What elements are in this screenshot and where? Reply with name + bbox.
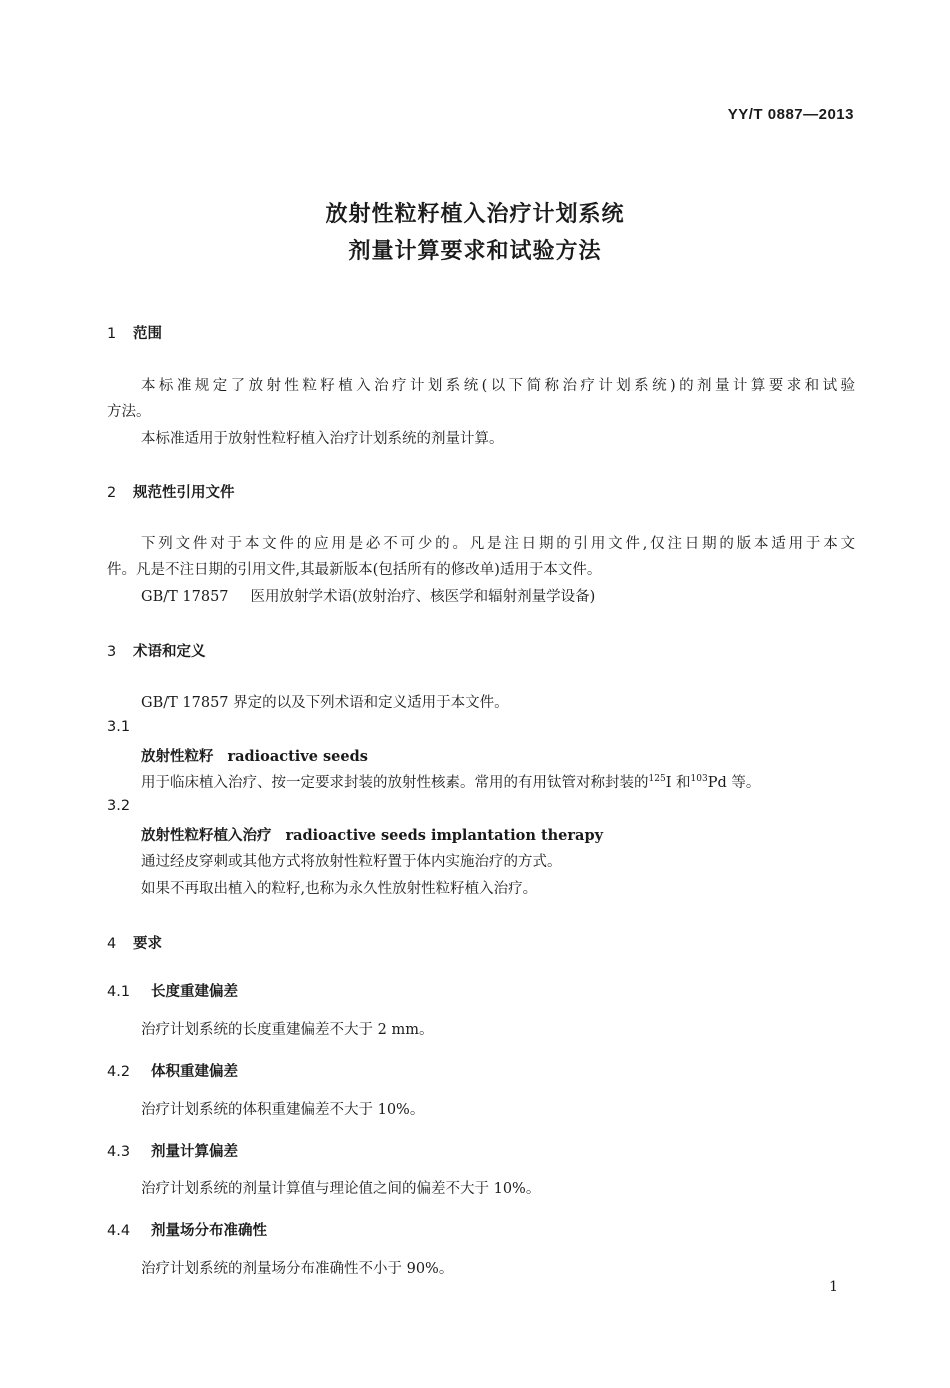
term-3-2-note: 如果不再取出植入的粒籽,也称为永久性放射性粒籽植入治疗。 [141,881,538,897]
subsection-4-4-text: 治疗计划系统的剂量场分布准确性不小于 90%。 [141,1261,454,1277]
term-3-2-number: 3.2 [107,798,131,814]
section-1-para2: 本标准适用于放射性粒籽植入治疗计划系统的剂量计算。 [141,431,504,447]
section-number: 2 [107,485,117,501]
term-3-1-number: 3.1 [107,719,131,735]
subsection-4-1-text: 治疗计划系统的长度重建偏差不大于 2 mm。 [141,1022,434,1038]
section-title: 要求 [133,936,162,952]
subsection-4-2-text: 治疗计划系统的体积重建偏差不大于 10%。 [141,1102,425,1118]
subsection-title: 剂量计算偏差 [151,1144,238,1160]
term-3-1-definition [141,771,760,792]
term-3-2 [141,824,603,845]
page-number: 1 [829,1279,838,1295]
subsection-number: 4.1 [107,984,131,1000]
term-en: radioactive seeds [227,748,368,765]
section-4-heading [107,932,162,953]
section-title: 术语和定义 [133,644,206,660]
subsection-number: 4.2 [107,1064,131,1080]
subsection-title: 剂量场分布准确性 [151,1223,267,1239]
term-zh: 放射性粒籽 [141,748,214,765]
section-2-para1-line1: 下列文件对于本文件的应用是必不可少的。凡是注日期的引用文件,仅注日期的版本适用于本文 [141,536,855,552]
definition-text: 用于临床植入治疗、按一定要求封装的放射性核素。常用的有用钛管对称封装的 [141,775,649,791]
reference-title: 医用放射学术语(放射治疗、核医学和辐射剂量学设备) [250,589,596,605]
subsection-title: 体积重建偏差 [151,1064,238,1080]
term-3-1 [141,745,368,766]
section-number: 3 [107,644,117,660]
isotope-mass-125: 125 [648,774,666,785]
subsection-title: 长度重建偏差 [151,984,238,1000]
reference-code: GB/T 17857 [141,589,229,605]
section-2-para1-line2: 件。凡是不注日期的引用文件,其最新版本(包括所有的修改单)适用于本文件。 [107,562,602,578]
section-3-intro: GB/T 17857 界定的以及下列术语和定义适用于本文件。 [141,695,509,711]
section-title: 范围 [133,326,162,342]
isotope-palladium: Pd 等。 [707,775,761,791]
subsection-4-4-heading [107,1219,267,1240]
subsection-number: 4.4 [107,1223,131,1239]
section-1-heading [107,322,162,343]
document-title-line1: 放射性粒籽植入治疗计划系统 [325,202,625,227]
section-title: 规范性引用文件 [133,485,235,501]
term-zh: 放射性粒籽植入治疗 [141,827,272,844]
subsection-4-3-text: 治疗计划系统的剂量计算值与理论值之间的偏差不大于 10%。 [141,1181,541,1197]
subsection-number: 4.3 [107,1144,131,1160]
section-1-para1-line1: 本标准规定了放射性粒籽植入治疗计划系统(以下简称治疗计划系统)的剂量计算要求和试验 [141,378,855,394]
standard-code: YY/T 0887—2013 [727,106,854,123]
subsection-4-2-heading [107,1060,238,1081]
isotope-mass-103: 103 [690,774,708,785]
subsection-4-1-heading [107,980,238,1001]
term-en: radioactive seeds implantation therapy [285,827,604,844]
term-3-2-definition: 通过经皮穿刺或其他方式将放射性粒籽置于体内实施治疗的方式。 [141,854,562,870]
subsection-4-3-heading [107,1140,238,1161]
normative-reference [141,585,595,606]
section-2-heading [107,481,235,502]
document-title-line2: 剂量计算要求和试验方法 [348,239,602,264]
section-3-heading [107,640,206,661]
section-1-para1-line2: 方法。 [107,404,151,420]
section-number: 1 [107,326,117,342]
section-number: 4 [107,936,117,952]
isotope-iodine: I 和 [665,775,691,791]
